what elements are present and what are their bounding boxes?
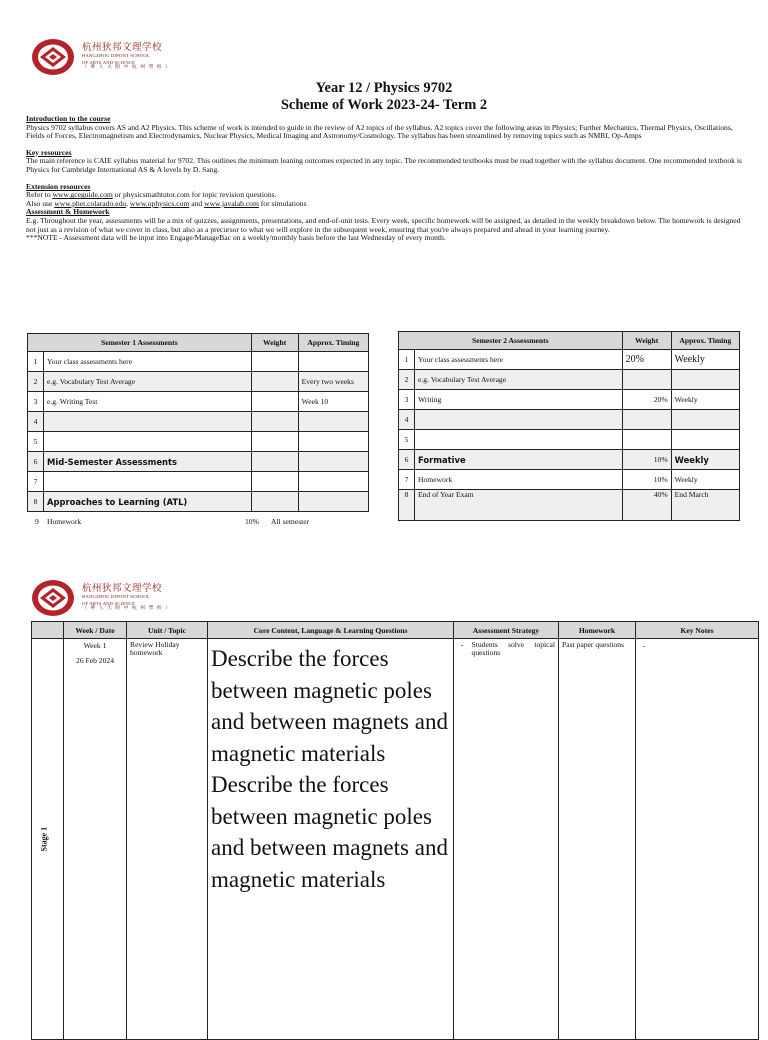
school-name-cn-sub: （ 華 人 大 附 中 杭 州 學 校 ） (82, 606, 172, 612)
school-logo (30, 37, 171, 77)
assessment-cell (454, 639, 559, 1040)
unit-cell: Review Holiday homework (127, 639, 208, 1040)
page-title-line-2: Scheme of Work 2023-24- Term 2 (280, 97, 488, 113)
intro-paragraph: Physics 9702 syllabus covers AS and A2 Physics. This scheme of work is intended to guide in the review of A2 topics of the syllabus. A2 topics cover the following areas in Physics; Further Mechanics, Thermal Physics, Oscillations, Fields of Forces, Electromagnetism and Electrodynamics, Nuclear Physics, Medical Imaging and Astronomy/Cosmology. The syllabus has been streamlined by removing topics such as NMRI, Op-Amps (26, 122, 733, 141)
sem1-header-weight: Weight (251, 334, 298, 352)
sem2-header-timing: Approx. Timing (671, 332, 739, 350)
notes-cell (636, 639, 759, 1040)
key-resources-heading: Key resources (26, 147, 72, 157)
header-stage (32, 622, 64, 639)
table-row: 4 (399, 410, 740, 430)
table-row: 4 (28, 412, 369, 432)
school-emblem-icon (30, 578, 76, 618)
notes-text: - (643, 641, 646, 650)
table-row: 1 Your class assessments here 20% Weekly (399, 350, 740, 370)
key-resources-paragraph: The main reference is CAIE syllabus material for 9702. This outlines the minimum leaning outcomes expected in any topic. The recommended textbooks must be read together with the syllabus document. One recommended textbook is Physics for Cambridge International AS & A levels by D. Sang. (26, 156, 742, 174)
bullet-dash: - (461, 640, 464, 649)
core-content-cell (208, 639, 454, 1040)
table-row: 7 (28, 472, 369, 492)
extension-resources-heading: Extension resources (26, 181, 91, 191)
header-week-date: Week / Date (64, 622, 127, 639)
core-content-text-2: Describe the forces between magnetic poles and between magnets and magnetic materials (211, 772, 448, 892)
table-row: 3 Writing 20% Weekly (399, 390, 740, 410)
school-logo-2 (30, 578, 171, 618)
homework-cell: Past paper questions (559, 639, 636, 1040)
extension-line-2: Also use www.phet.colarado.edu, www.ophysics.com and www.javalab.com for simulations (26, 198, 307, 208)
semester-2-table (398, 331, 740, 521)
intro-section (26, 115, 742, 243)
table-row: 7 Homework 10% Weekly (399, 470, 740, 490)
table-row: 8 Approaches to Learning (ATL) (28, 492, 369, 512)
school-name-en-2: OF ARTS AND SCIENCE (82, 59, 136, 65)
note-paragraph: ***NOTE - Assessment data will be input into Engage/ManageBac on a weekly/monthly basis before the last Wednesday of every month. (26, 233, 446, 243)
school-emblem-icon (30, 37, 76, 77)
sem1-overflow-row: 9 Homework 10% All semester (35, 517, 310, 526)
sem1-header-name: Semester 1 Assessments (28, 334, 252, 352)
core-content-text-1: Describe the forces between magnetic poles and between magnets and magnetic materials (211, 646, 448, 766)
table-row: 5 (399, 430, 740, 450)
assessment-paragraph: E.g. Throughout the year, assessments will be a mix of quizzes, assignments, presentations, and end-of-unit tests. Every week, specific homework will be assigned, as detailed in the weekly breakdown below. The homework is designed not just as a revision of what we cover in class, but also as a precursor to what we will explore in the subsequent week, ensuring that you're always prepared and ahead in your learning journey. (26, 215, 741, 234)
assessment-text: Students solve topical questions (471, 640, 555, 657)
phet-link[interactable]: www.phet.colarado.edu (54, 198, 127, 208)
school-name-en-2: OF ARTS AND SCIENCE (82, 600, 136, 606)
sem2-header-weight: Weight (622, 332, 671, 350)
table-row (32, 639, 759, 1040)
table-row: 8 End of Year Exam 40% End March (399, 490, 740, 521)
intro-heading: Introduction to the course (26, 114, 111, 123)
school-name-cn: 杭州狄邦文理学校 (82, 582, 163, 594)
javalab-link[interactable]: www.javalab.com (204, 198, 259, 208)
page-title-line-1: Year 12 / Physics 9702 (315, 80, 453, 96)
semester-1-table (27, 333, 369, 512)
school-name-en-1: HANGZHOU DIPONT SCHOOL (82, 594, 150, 600)
week-date: 26 Feb 2024 (76, 656, 114, 665)
stage-label: Stage 1 (39, 826, 49, 851)
header-key-notes: Key Notes (636, 622, 759, 639)
table-row: 6 Formative 10% Weekly (399, 450, 740, 470)
week-label: Week 1 (83, 641, 107, 650)
week-cell (64, 639, 127, 1040)
school-name-cn: 杭州狄邦文理学校 (82, 41, 163, 53)
header-core-content: Core Content, Language & Learning Questions (208, 622, 454, 639)
header-unit-topic: Unit / Topic (127, 622, 208, 639)
header-homework: Homework (559, 622, 636, 639)
extension-line-1: Refer to www.gceguide.com or physicsmathtutor.com for topic revision questions. (26, 190, 277, 200)
table-row: 2 e.g. Vocabulary Test Average (399, 370, 740, 390)
gceguide-link[interactable]: www.gceguide.com (52, 190, 113, 200)
table-row: 1 Your class assessments here (28, 352, 369, 372)
school-name-en-1: HANGZHOU DIPONT SCHOOL (82, 53, 150, 59)
table-row: 2 e.g. Vocabulary Test Average Every two weeks (28, 372, 369, 392)
table-row: 5 (28, 432, 369, 452)
header-assessment-strategy: Assessment Strategy (454, 622, 559, 639)
ophysics-link[interactable]: www.ophysics.com (129, 198, 190, 208)
assessment-homework-heading: Assessment & Homework (26, 207, 110, 217)
scheme-of-work-table (31, 621, 759, 1040)
table-row: 6 Mid-Semester Assessments (28, 452, 369, 472)
table-row: 3 e.g. Writing Test Week 10 (28, 392, 369, 412)
school-name-cn-sub: （ 華 人 大 附 中 杭 州 學 校 ） (82, 65, 172, 71)
sem2-header-name: Semester 2 Assessments (399, 332, 623, 350)
stage-cell (32, 639, 64, 1040)
sem1-header-timing: Approx. Timing (298, 334, 368, 352)
